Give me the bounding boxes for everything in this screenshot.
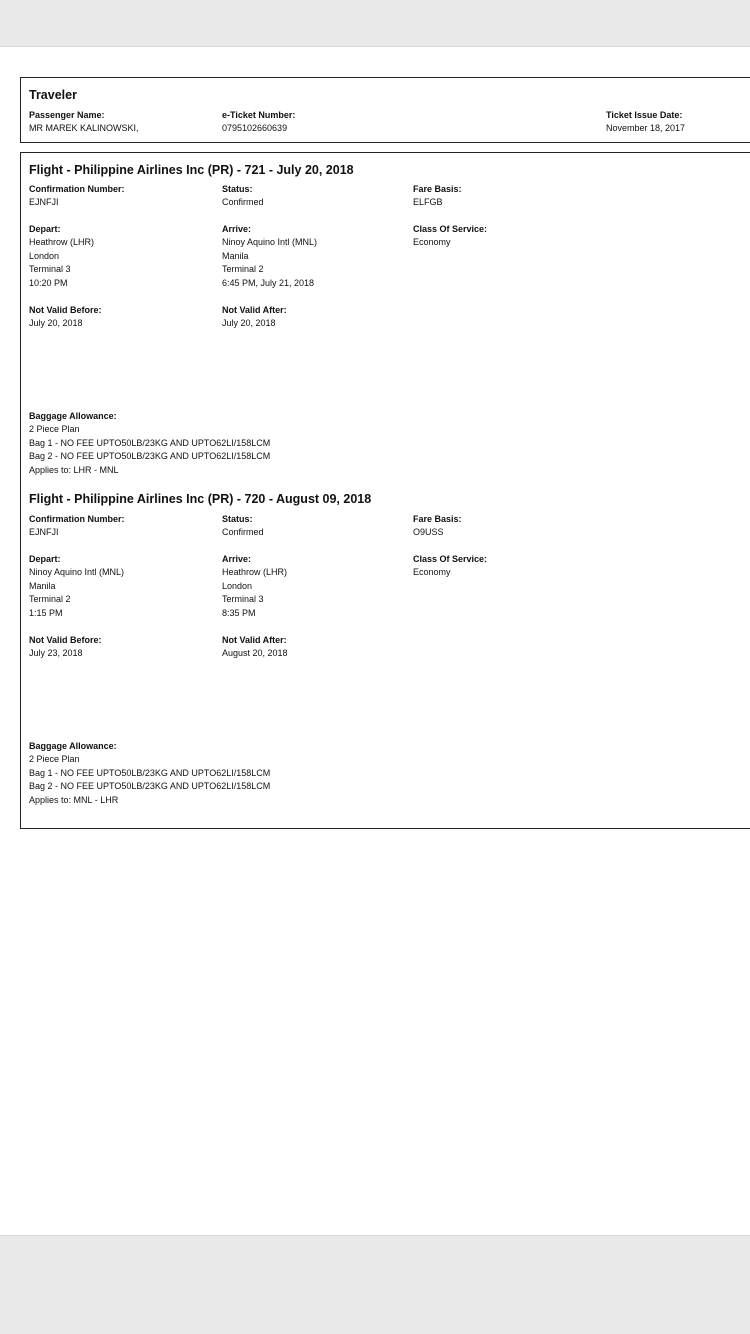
depart-terminal: Terminal 2 xyxy=(29,594,71,604)
depart-details xyxy=(29,236,94,290)
baggage-bag-2: Bag 2 - NO FEE UPTO50LB/23KG AND UPTO62LI/158LCM xyxy=(29,781,271,791)
issue-date: November 18, 2017 xyxy=(606,123,686,133)
depart-label: Depart: xyxy=(29,224,61,234)
baggage-bag-2: Bag 2 - NO FEE UPTO50LB/23KG AND UPTO62LI/158LCM xyxy=(29,451,271,461)
baggage-label: Baggage Allowance: xyxy=(29,741,117,751)
not-valid-after-label: Not Valid After: xyxy=(222,305,287,315)
flight-segment xyxy=(21,153,741,483)
class-label: Class Of Service: xyxy=(413,554,488,564)
confirmation-label: Confirmation Number: xyxy=(29,184,125,194)
arrive-terminal: Terminal 3 xyxy=(222,594,264,604)
passenger-name-label: Passenger Name: xyxy=(29,110,105,120)
baggage-bag-1: Bag 1 - NO FEE UPTO50LB/23KG AND UPTO62LI/158LCM xyxy=(29,437,271,448)
document-page xyxy=(0,46,750,1236)
arrive-details xyxy=(222,236,317,290)
not-valid-after-value: July 20, 2018 xyxy=(222,318,276,328)
confirmation-number: EJNFJI xyxy=(29,527,59,537)
depart-airport: Ninoy Aquino Intl (MNL) xyxy=(29,567,125,577)
confirmation-label: Confirmation Number: xyxy=(29,514,125,524)
arrive-time: 6:45 PM, July 21, 2018 xyxy=(222,277,315,288)
fare-basis-label: Fare Basis: xyxy=(413,184,462,194)
flight-heading: Flight - Philippine Airlines Inc (PR) - 721 - July 20, 2018 xyxy=(29,163,354,177)
baggage-applies-to: Applies to: LHR - MNL xyxy=(29,464,119,475)
not-valid-after-label: Not Valid After: xyxy=(222,635,287,645)
baggage-plan: 2 Piece Plan xyxy=(29,424,80,434)
class-value: Economy xyxy=(413,567,451,577)
flights-section xyxy=(20,152,750,829)
traveler-section xyxy=(20,77,750,143)
arrive-label: Arrive: xyxy=(222,224,252,234)
status-value: Confirmed xyxy=(222,197,264,207)
passenger-name: MR MAREK KALINOWSKI, xyxy=(29,123,139,133)
depart-city: London xyxy=(29,250,60,261)
status-label: Status: xyxy=(222,184,253,194)
depart-time: 10:20 PM xyxy=(29,277,68,288)
depart-time: 1:15 PM xyxy=(29,607,63,618)
fare-basis-label: Fare Basis: xyxy=(413,514,462,524)
baggage-plan: 2 Piece Plan xyxy=(29,754,80,764)
arrive-airport: Ninoy Aquino Intl (MNL) xyxy=(222,237,318,247)
arrive-airport: Heathrow (LHR) xyxy=(222,567,288,577)
eticket-label: e-Ticket Number: xyxy=(222,110,296,120)
baggage-bag-1: Bag 1 - NO FEE UPTO50LB/23KG AND UPTO62LI/158LCM xyxy=(29,767,271,778)
confirmation-number: EJNFJI xyxy=(29,197,59,207)
arrive-details xyxy=(222,566,287,620)
status-value: Confirmed xyxy=(222,527,264,537)
arrive-city: Manila xyxy=(222,250,249,261)
status-label: Status: xyxy=(222,514,253,524)
depart-terminal: Terminal 3 xyxy=(29,264,71,274)
fare-basis-value: ELFGB xyxy=(413,197,443,207)
depart-city: Manila xyxy=(29,580,56,591)
depart-details xyxy=(29,566,124,620)
fare-basis-value: O9USS xyxy=(413,527,444,537)
depart-airport: Heathrow (LHR) xyxy=(29,237,95,247)
baggage-applies-to: Applies to: MNL - LHR xyxy=(29,794,119,805)
flight-segment xyxy=(21,483,741,823)
not-valid-before-label: Not Valid Before: xyxy=(29,635,102,645)
not-valid-before-value: July 23, 2018 xyxy=(29,648,83,658)
arrive-city: London xyxy=(222,580,253,591)
arrive-label: Arrive: xyxy=(222,554,252,564)
not-valid-before-label: Not Valid Before: xyxy=(29,305,102,315)
flight-heading: Flight - Philippine Airlines Inc (PR) - 720 - August 09, 2018 xyxy=(29,492,372,506)
arrive-time: 8:35 PM xyxy=(222,607,256,618)
arrive-terminal: Terminal 2 xyxy=(222,264,264,274)
depart-label: Depart: xyxy=(29,554,61,564)
baggage-label: Baggage Allowance: xyxy=(29,411,117,421)
not-valid-before-value: July 20, 2018 xyxy=(29,318,83,328)
not-valid-after-value: August 20, 2018 xyxy=(222,648,288,658)
issue-date-label: Ticket Issue Date: xyxy=(606,110,683,120)
eticket-number: 0795102660639 xyxy=(222,123,288,133)
class-label: Class Of Service: xyxy=(413,224,488,234)
traveler-title: Traveler xyxy=(29,88,77,102)
baggage-details xyxy=(29,753,270,807)
baggage-details xyxy=(29,423,270,477)
class-value: Economy xyxy=(413,237,451,247)
